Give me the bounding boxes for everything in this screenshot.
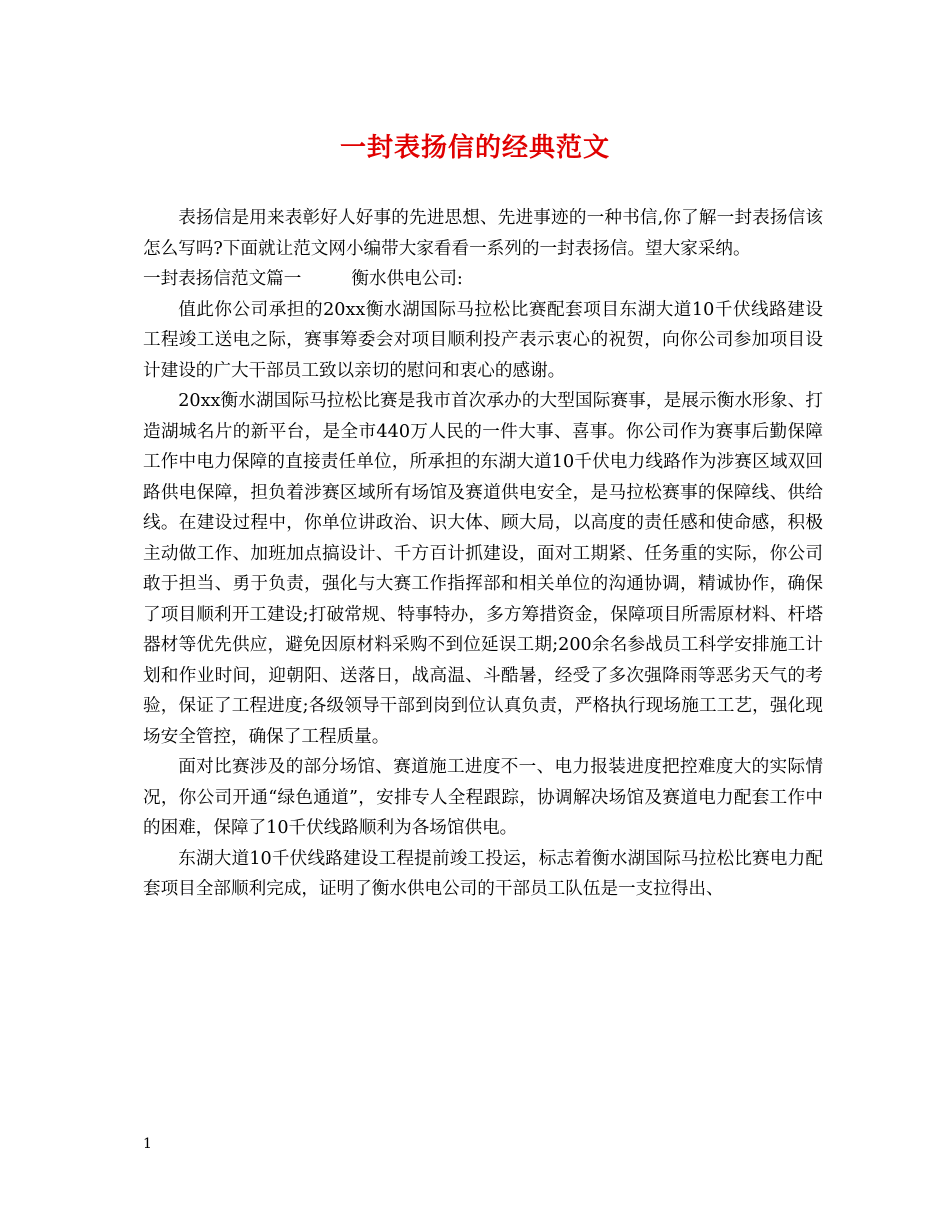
body-paragraph: 东湖大道10千伏线路建设工程提前竣工投运，标志着衡水湖国际马拉松比赛电力配套项目全部顺利完成，证明了衡水供电公司的干部员工队伍是一支拉得出、 bbox=[143, 848, 823, 899]
salutation: 衡水供电公司: bbox=[351, 269, 463, 289]
body-paragraph: 面对比赛涉及的部分场馆、赛道施工进度不一、电力报装进度把控难度大的实际情况，你公司开通“绿色通道”，安排专人全程跟踪，协调解决场馆及赛道电力配套工作中的困难，保障了10千伏线路顺利为各场馆供电。 bbox=[143, 757, 823, 838]
body-paragraph: 值此你公司承担的20xx衡水湖国际马拉松比赛配套项目东湖大道10千伏线路建设工程竣工送电之际，赛事筹委会对项目顺利投产表示衷心的祝贺，向你公司参加项目设计建设的广大干部员工致以亲切的慰问和衷心的感谢。 bbox=[143, 299, 823, 381]
page-title: 一封表扬信的经典范文 bbox=[339, 133, 610, 163]
intro-paragraph: 表扬信是用来表彰好人好事的先进思想、先进事迹的一种书信,你了解一封表扬信该怎么写吗?下面就让范文网小编带大家看看一系列的一封表扬信。望大家采纳。 bbox=[143, 208, 823, 259]
document-body bbox=[143, 203, 823, 905]
section-heading-line bbox=[143, 264, 823, 295]
section-heading: 一封表扬信范文篇一 bbox=[143, 269, 302, 289]
page-number: 1 bbox=[143, 1136, 152, 1152]
body-paragraph: 20xx衡水湖国际马拉松比赛是我市首次承办的大型国际赛事，是展示衡水形象、打造湖城名片的新平台，是全市440万人民的一件大事、喜事。你公司作为赛事后勤保障工作中电力保障的直接责任单位，所承担的东湖大道10千伏电力线路作为涉赛区域双回路供电保障，担负着涉赛区域所有场馆及赛道供电安全，是马拉松赛事的保障线、供给线。在建设过程中，你单位讲政治、识大体、顾大局，以高度的责任感和使命感，积极主动做工作、加班加点搞设计、千方百计抓建设，面对工期紧、任务重的实际，你公司敢于担当、勇于负责，强化与大赛工作指挥部和相关单位的沟通协调，精诚协作，确保了项目顺利开工建设;打破常规、特事特办，多方筹措资金，保障项目所需原材料、杆塔器材等优先供应，避免因原材料采购不到位延误工期;200余名参战员工科学安排施工计划和作业时间，迎朝阳、送落日，战高温、斗酷暑，经受了多次强降雨等恶劣天气的考验，保证了工程进度;各级领导干部到岗到位认真负责，严格执行现场施工工艺，强化现场安全管控，确保了工程质量。 bbox=[143, 391, 823, 747]
